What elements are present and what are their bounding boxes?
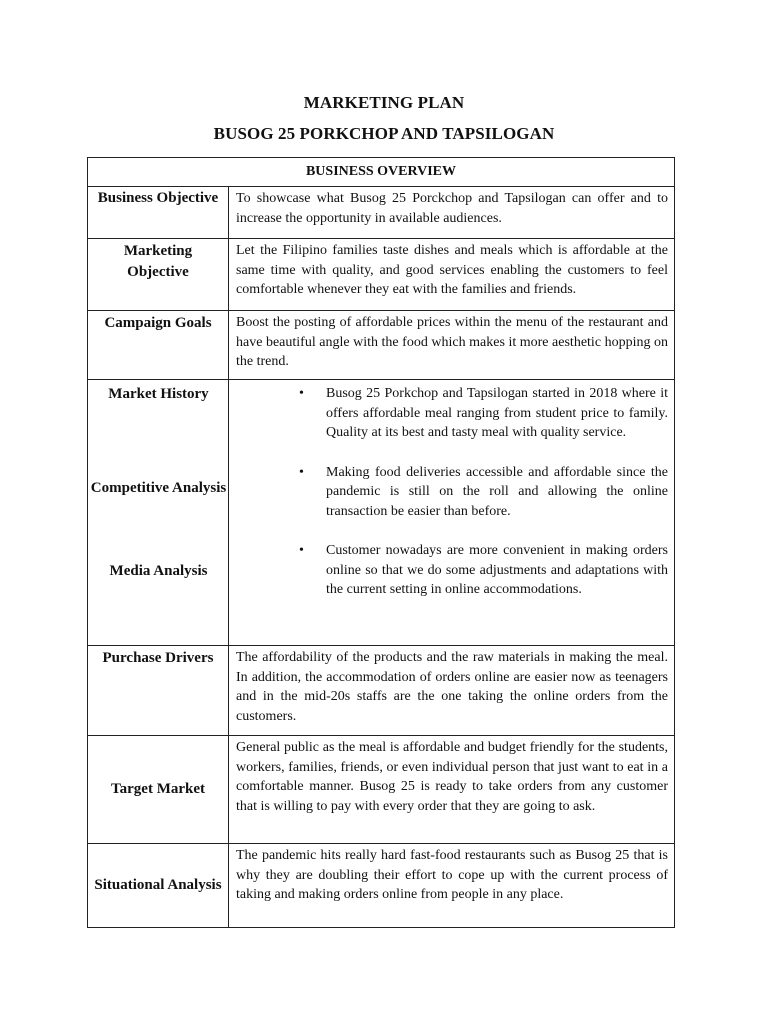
overview-header-row xyxy=(88,158,675,187)
table-row-campaign-goals xyxy=(88,311,675,380)
row-content: General public as the meal is affordable and budget friendly for the students, workers, families, friends, or even individual person that just want to eat in a comfortable manner. Busog 25 is ready to take orders from any customer that is willing to pay with every order that they are going to ask. xyxy=(229,736,675,844)
row-label: Target Market xyxy=(88,736,229,844)
row-content: Let the Filipino families taste dishes and meals which is affordable at the same time with quality, and good services enabling the customers to feel comfortable whenever they eat with the families and friends. xyxy=(229,239,675,311)
table-row-business-objective xyxy=(88,187,675,239)
row-label: Business Objective xyxy=(88,187,229,239)
label-media-analysis: Media Analysis xyxy=(109,563,208,579)
overview-header: BUSINESS OVERVIEW xyxy=(88,158,675,187)
row-label: Marketing Objective xyxy=(88,239,229,311)
analysis-labels-cell xyxy=(88,380,229,646)
row-content: To showcase what Busog 25 Porckchop and Tapsilogan can offer and to increase the opportunity in available audiences. xyxy=(229,187,675,239)
table-row-target-market xyxy=(88,736,675,844)
marketing-plan-table xyxy=(87,157,675,928)
bullet-text: Making food deliveries accessible and affordable since the pandemic is still on the roll and allowing the online transaction be easier than before. xyxy=(326,464,668,519)
table-row-situational-analysis xyxy=(88,844,675,928)
row-label: Campaign Goals xyxy=(88,311,229,380)
bullet-icon: • xyxy=(299,464,304,480)
label-market-history: Market History xyxy=(108,386,209,402)
document-subtitle: BUSOG 25 PORKCHOP AND TAPSILOGAN xyxy=(213,124,555,143)
analysis-bullet-list xyxy=(229,380,674,606)
list-item xyxy=(229,541,668,600)
row-label: Situational Analysis xyxy=(88,844,229,928)
row-label: Purchase Drivers xyxy=(88,646,229,736)
list-item xyxy=(229,463,668,522)
row-content: Boost the posting of affordable prices within the menu of the restaurant and have beautiful angle with the food which makes it more aesthetic hopping on the trend. xyxy=(229,311,675,380)
bullet-text: Busog 25 Porkchop and Tapsilogan started in 2018 where it offers affordable meal ranging from student price to family. Quality at its best and tasty meal with quality service. xyxy=(326,386,668,440)
bullet-icon: • xyxy=(299,543,304,558)
row-content: The pandemic hits really hard fast-food restaurants such as Busog 25 that is why they are doubling their effort to cope up with the current process of taking and making orders online from people in any place. xyxy=(229,844,675,928)
row-content: The affordability of the products and the raw materials in making the meal. In addition, the accommodation of orders online are easier now as teenagers and in the mid-20s staffs are the one taking the online orders from the customers. xyxy=(229,646,675,736)
bullet-icon: • xyxy=(299,386,304,401)
table-row-purchase-drivers xyxy=(88,646,675,736)
document-title: MARKETING PLAN xyxy=(303,93,465,112)
table-row-analysis xyxy=(88,380,675,646)
table-row-marketing-objective xyxy=(88,239,675,311)
label-competitive-analysis: Competitive Analysis xyxy=(90,480,227,496)
list-item xyxy=(229,384,668,443)
analysis-bullets-cell xyxy=(229,380,675,646)
bullet-text: Customer nowadays are more convenient in making orders online so that we do some adjustments and adaptations with the current setting in online accommodations. xyxy=(326,543,668,597)
